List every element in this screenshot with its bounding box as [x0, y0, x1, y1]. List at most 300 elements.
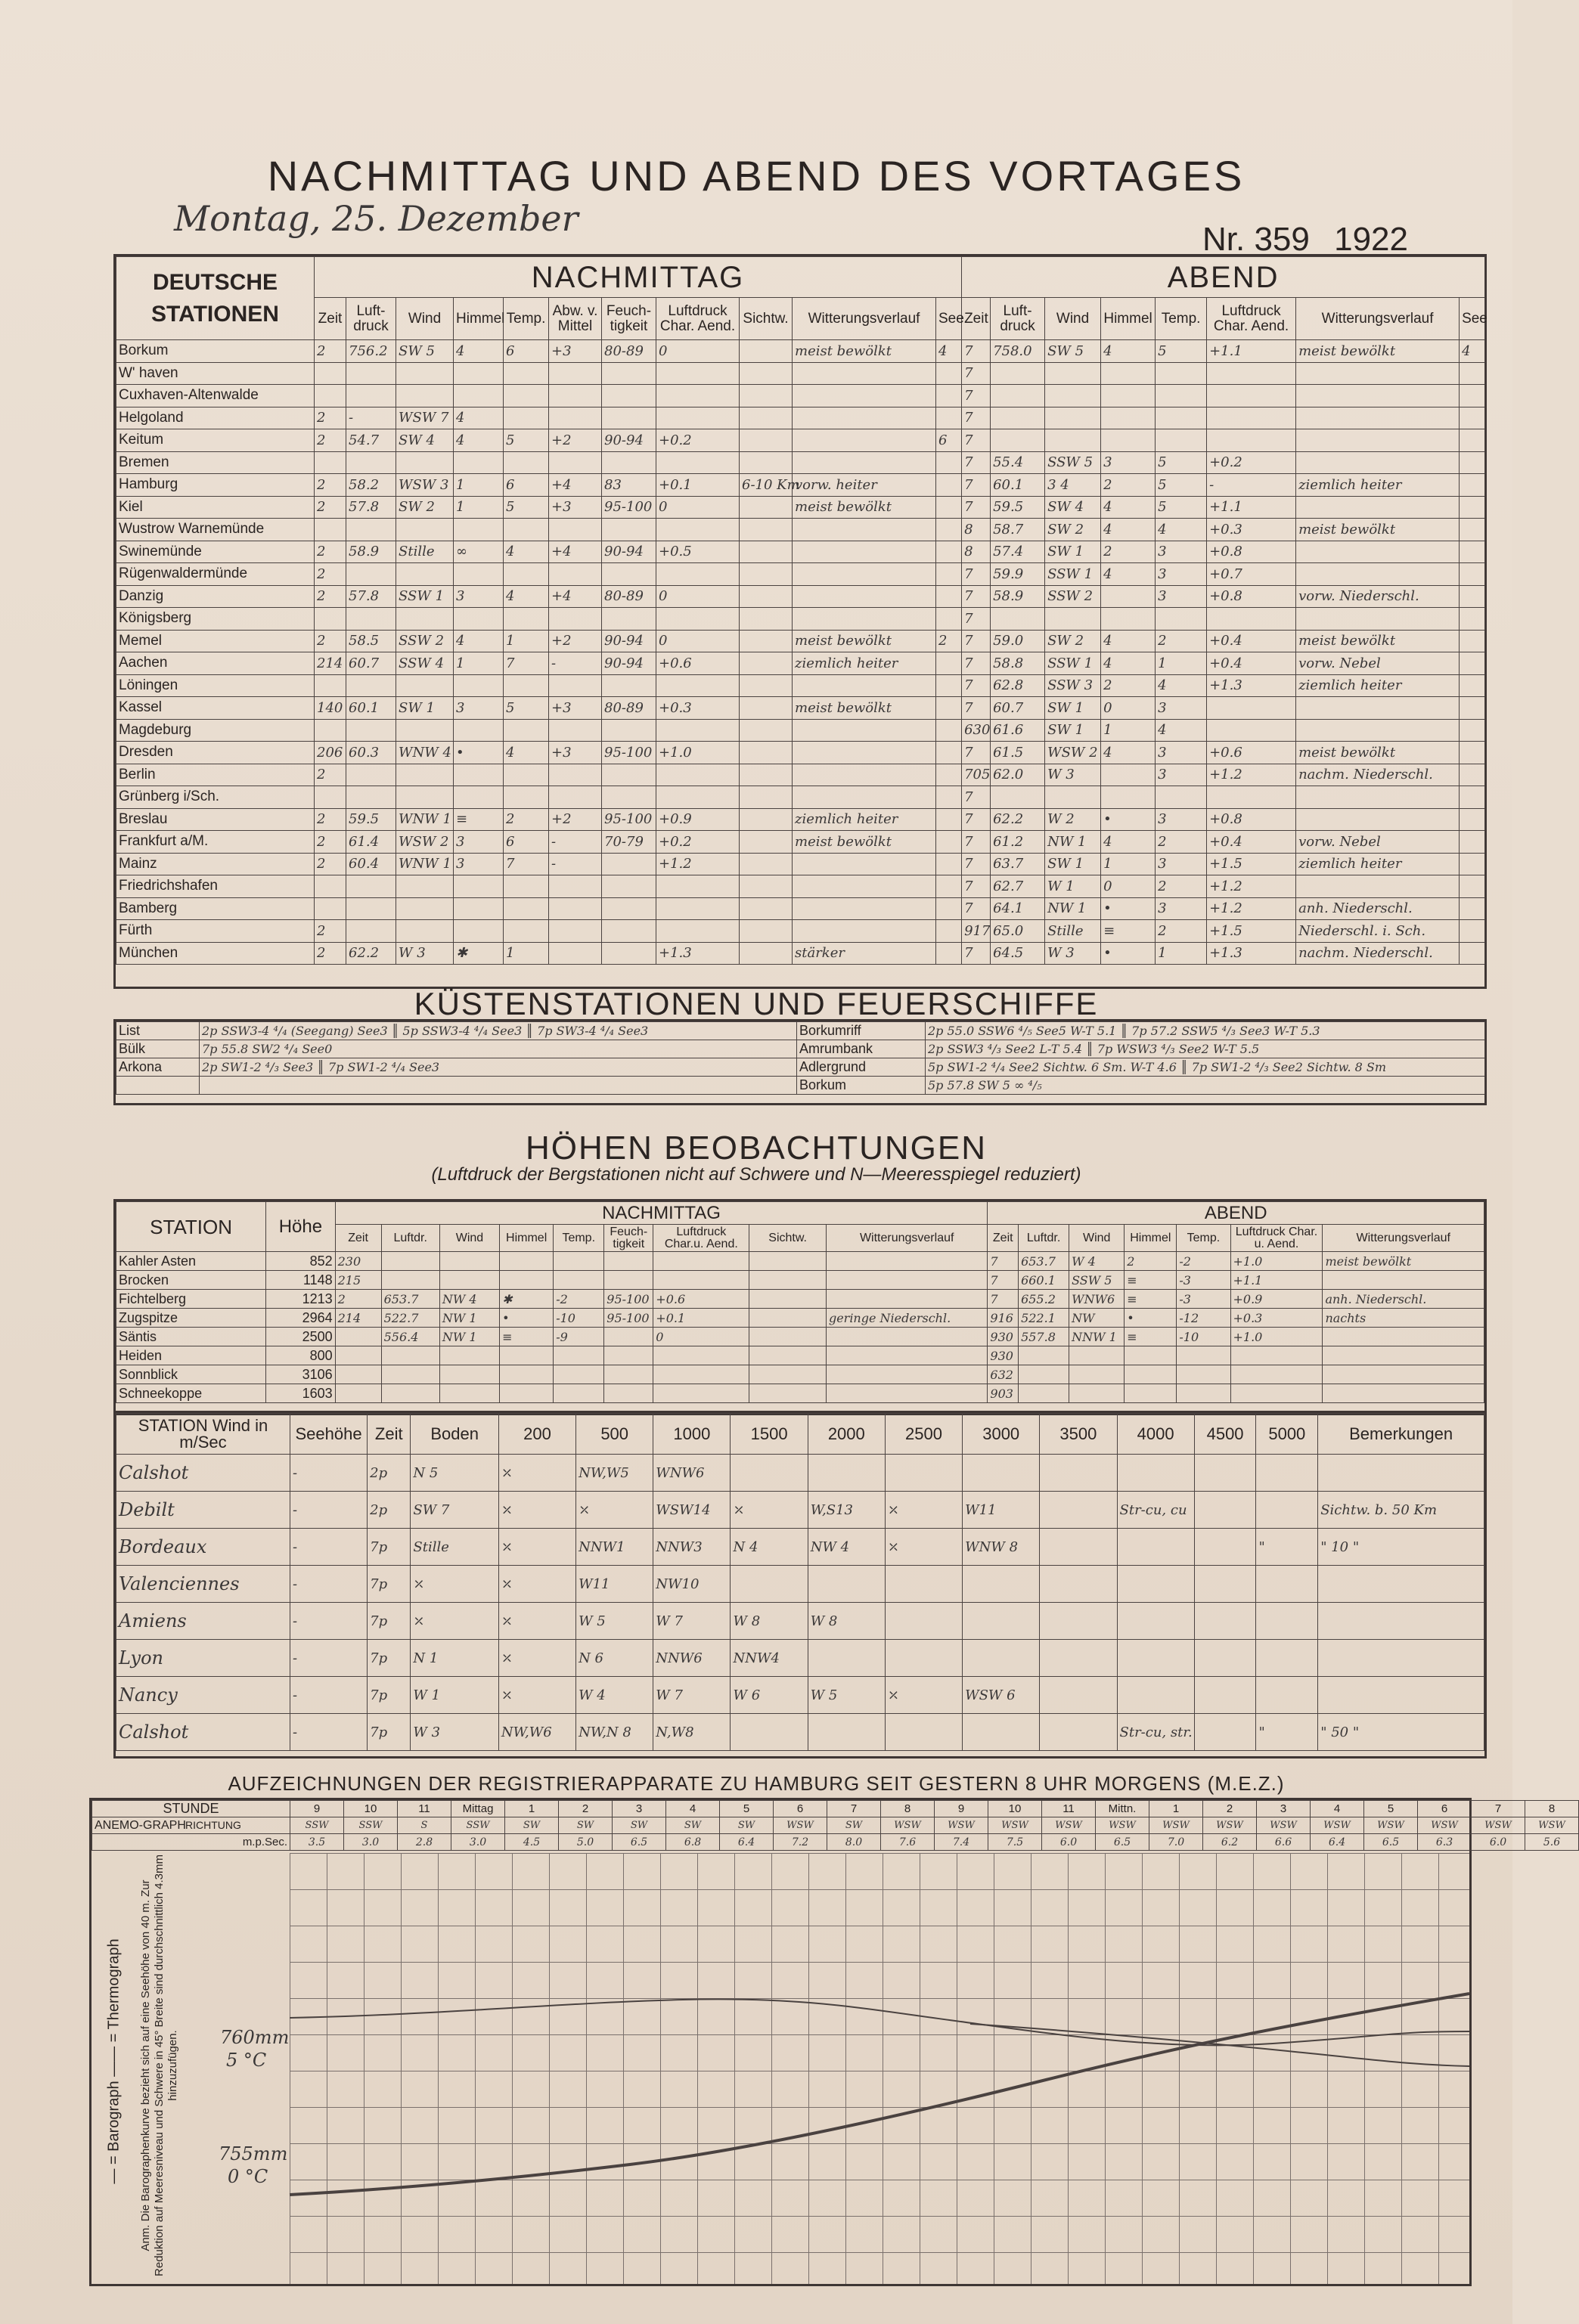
station-row	[116, 942, 1485, 965]
nachmittag-cell: +3	[549, 697, 602, 720]
speed-cell: 6.5	[1364, 1834, 1418, 1851]
winds-col-header: 1000	[653, 1414, 731, 1455]
nachmittag-cell	[740, 674, 793, 697]
abend-cell: meist bewölkt	[1296, 340, 1460, 363]
abend-cell: 7	[962, 362, 991, 385]
nachmittag-cell: meist bewölkt	[793, 831, 936, 854]
nachmittag-cell	[346, 519, 396, 541]
richtung-cell: WSW	[935, 1817, 988, 1834]
nachmittag-cell	[454, 563, 504, 586]
nachmittag-cell	[793, 385, 936, 407]
nachmittag-cell	[346, 920, 396, 943]
station-row	[116, 563, 1485, 586]
nachmittag-cell	[549, 764, 602, 786]
nachmittag-cell	[396, 519, 454, 541]
hoehen-n-cell: 556.4	[381, 1328, 439, 1346]
station-row	[116, 451, 1485, 474]
hour-cell: 1	[1149, 1801, 1203, 1817]
hour-cell: 2	[559, 1801, 613, 1817]
nachmittag-cell: meist bewölkt	[793, 630, 936, 652]
winds-cell	[731, 1566, 808, 1603]
anemograph-label	[92, 1817, 290, 1834]
richtung-cell: SSW	[451, 1817, 505, 1834]
abend-cell: 7	[962, 742, 991, 764]
abend-cell: •	[1101, 942, 1156, 965]
hoehen-a-cell	[1019, 1384, 1069, 1403]
abend-cell	[1101, 385, 1156, 407]
nachmittag-cell	[346, 764, 396, 786]
winds-cell: W 5	[576, 1603, 653, 1640]
abend-cell	[1296, 496, 1460, 519]
abend-cell: 7	[962, 608, 991, 631]
abend-cell: nachm. Niederschl.	[1296, 942, 1460, 965]
nachmittag-cell	[602, 942, 656, 965]
station-row	[116, 697, 1485, 720]
station-row	[116, 608, 1485, 631]
hour-cell: 9	[290, 1801, 344, 1817]
nachmittag-cell	[793, 786, 936, 809]
winds-cell: ⤫	[885, 1492, 962, 1529]
hoehen-n-cell: 95-100	[604, 1290, 653, 1309]
abend-cell: +0.7	[1207, 563, 1296, 586]
nachmittag-cell	[454, 362, 504, 385]
abend-cell: SW 4	[1045, 496, 1101, 519]
nachmittag-cell	[504, 786, 549, 809]
winds-cell: ⤫	[498, 1566, 575, 1603]
graph-legend-panel	[92, 1853, 290, 2284]
hoehen-row	[116, 1384, 1484, 1403]
abend-cell: 4	[1101, 519, 1156, 541]
nachmittag-cell: stärker	[793, 942, 936, 965]
nachmittag-cell	[396, 451, 454, 474]
hoehen-a-cell: 653.7	[1019, 1252, 1069, 1271]
nachmittag-cell	[656, 519, 740, 541]
winds-cell	[1318, 1603, 1484, 1640]
nachmittag-cell: W 3	[396, 942, 454, 965]
nachmittag-cell	[454, 764, 504, 786]
speed-label: m.p.Sec.	[242, 1836, 287, 1848]
winds-cell: Sichtw. b. 50 Km	[1318, 1492, 1484, 1529]
hoehen-n-cell	[439, 1384, 499, 1403]
nachmittag-cell	[602, 674, 656, 697]
hour-cell: 11	[1042, 1801, 1096, 1817]
abend-cell: 4	[1156, 719, 1207, 742]
abend-cell: 59.5	[991, 496, 1045, 519]
nachmittag-cell	[454, 674, 504, 697]
nachmittag-cell	[315, 519, 346, 541]
winds-col-header: Bemerkungen	[1318, 1414, 1484, 1455]
station-row	[116, 407, 1485, 429]
hoehen-a-cell	[1323, 1365, 1484, 1384]
abend-cell: 7	[962, 875, 991, 898]
nachmittag-cell: +0.9	[656, 808, 740, 831]
abend-cell	[1460, 608, 1485, 631]
winds-cell: ⤫	[498, 1603, 575, 1640]
hoehen-height: 1603	[266, 1384, 335, 1403]
abend-cell: 7	[962, 897, 991, 920]
nachmittag-cell	[346, 875, 396, 898]
abend-cell	[1296, 697, 1460, 720]
winds-cell: 2p	[368, 1455, 411, 1492]
nachmittag-cell: 58.5	[346, 630, 396, 652]
richtung-cell: SW	[613, 1817, 666, 1834]
abend-cell	[1156, 786, 1207, 809]
winds-row	[116, 1640, 1484, 1677]
hoehen-station-header: STATION	[116, 1202, 266, 1252]
nachmittag-cell	[454, 385, 504, 407]
nachmittag-cell	[602, 764, 656, 786]
hoehen-n-cell: ✱	[500, 1290, 554, 1309]
winds-cell	[1318, 1566, 1484, 1603]
hoehen-table	[116, 1201, 1484, 1403]
hoehen-n-cell	[604, 1346, 653, 1365]
speed-cell: 6.0	[1472, 1834, 1525, 1851]
speed-cell: 5.6	[1525, 1834, 1579, 1851]
nachmittag-cell: 1	[504, 942, 549, 965]
winds-cell: 7p	[368, 1603, 411, 1640]
hoehen-n-cell: 522.7	[381, 1309, 439, 1328]
station-row	[116, 385, 1485, 407]
winds-col-header: 200	[498, 1414, 575, 1455]
nachmittag-cell	[740, 340, 793, 363]
winds-cell: WNW6	[653, 1455, 731, 1492]
nachmittag-col-header: Luftdruck Char. Aend.	[656, 298, 740, 340]
abend-cell: +0.3	[1207, 519, 1296, 541]
hoehen-abend-header: ABEND	[988, 1202, 1484, 1225]
speed-cell: 6.6	[1257, 1834, 1311, 1851]
hoehen-n-cell	[826, 1271, 987, 1290]
winds-cell: 2p	[368, 1492, 411, 1529]
richtung-cell: WSW	[988, 1817, 1042, 1834]
hoehen-a-col-header: Luftdr.	[1019, 1225, 1069, 1252]
hoehen-n-cell	[500, 1252, 554, 1271]
winds-cell: W 5	[808, 1677, 885, 1714]
hoehen-a-cell	[1323, 1346, 1484, 1365]
abend-cell: 1	[1156, 652, 1207, 675]
nachmittag-cell	[936, 875, 962, 898]
hoehen-n-cell: 95-100	[604, 1309, 653, 1328]
abend-cell: 59.0	[991, 630, 1045, 652]
speed-cell: 4.5	[505, 1834, 559, 1851]
nachmittag-cell: 2	[504, 808, 549, 831]
coast-title: KÜSTENSTATIONEN UND FEUERSCHIFFE	[414, 986, 1099, 1021]
station-row	[116, 875, 1485, 898]
winds-cell	[1040, 1529, 1117, 1566]
winds-cell	[885, 1714, 962, 1751]
nachmittag-cell	[793, 585, 936, 608]
abend-cell	[1101, 786, 1156, 809]
nachmittag-cell: 3	[454, 697, 504, 720]
hoehen-n-cell: 2	[335, 1290, 381, 1309]
hour-cell: 7	[1472, 1801, 1525, 1817]
abend-cell: 7	[962, 831, 991, 854]
speed-cell: 7.2	[774, 1834, 827, 1851]
hoehen-a-cell: -12	[1177, 1309, 1230, 1328]
abend-cell: 62.8	[991, 674, 1045, 697]
hoehen-a-col-header: Luftdruck Char. u. Aend.	[1230, 1225, 1323, 1252]
abend-cell	[1101, 608, 1156, 631]
abend-cell: SW 1	[1045, 719, 1101, 742]
issue-year: 1922	[1334, 221, 1408, 258]
abend-cell: 7	[962, 786, 991, 809]
winds-station-name: Lyon	[116, 1640, 290, 1677]
abend-cell	[1156, 608, 1207, 631]
hoehen-height: 1213	[266, 1290, 335, 1309]
coast-right-name: Borkum	[797, 1077, 926, 1095]
winds-cell: -	[290, 1714, 367, 1751]
abend-cell	[1296, 608, 1460, 631]
abend-cell: Niederschl. i. Sch.	[1296, 920, 1460, 943]
anemograph-title: ANEMO-GRAPH	[95, 1818, 186, 1832]
abend-cell	[1156, 385, 1207, 407]
station-name: Friedrichshafen	[116, 875, 315, 898]
nachmittag-cell	[936, 563, 962, 586]
abend-cell	[1207, 786, 1296, 809]
nachmittag-cell	[793, 897, 936, 920]
nachmittag-cell: meist bewölkt	[793, 496, 936, 519]
issue-number: Nr. 359	[1202, 221, 1310, 258]
hoehen-a-cell	[1177, 1365, 1230, 1384]
abend-cell	[1045, 429, 1101, 452]
nachmittag-cell	[740, 831, 793, 854]
winds-col-header: Boden	[411, 1414, 499, 1455]
winds-cell: W 7	[653, 1677, 731, 1714]
nachmittag-cell: -	[549, 831, 602, 854]
abend-cell: 917	[962, 920, 991, 943]
richtung-cell: SW	[666, 1817, 720, 1834]
hoehen-n-cell	[653, 1271, 749, 1290]
abend-cell	[1045, 608, 1101, 631]
nachmittag-cell: 80-89	[602, 585, 656, 608]
hoehen-a-cell: WNW6	[1069, 1290, 1125, 1309]
hoehen-a-cell: 660.1	[1019, 1271, 1069, 1290]
hoehen-row	[116, 1309, 1484, 1328]
nachmittag-cell	[315, 362, 346, 385]
hoehen-n-cell	[826, 1365, 987, 1384]
nachmittag-cell	[602, 385, 656, 407]
hoehen-n-cell: NW 1	[439, 1309, 499, 1328]
nachmittag-cell	[396, 897, 454, 920]
nachmittag-cell	[504, 519, 549, 541]
station-name: Grünberg i/Sch.	[116, 786, 315, 809]
winds-station-name: Bordeaux	[116, 1529, 290, 1566]
abend-cell: ziemlich heiter	[1296, 674, 1460, 697]
nachmittag-cell	[740, 719, 793, 742]
abend-col-header: Zeit	[962, 298, 991, 340]
station-row	[116, 831, 1485, 854]
nachmittag-cell	[346, 786, 396, 809]
nachmittag-cell	[346, 608, 396, 631]
hoehen-a-cell: NNW 1	[1069, 1328, 1125, 1346]
winds-col-header: 1500	[731, 1414, 808, 1455]
abend-cell	[1296, 563, 1460, 586]
station-name: Swinemünde	[116, 541, 315, 563]
nachmittag-cell	[740, 519, 793, 541]
nachmittag-cell	[315, 875, 346, 898]
hoehen-n-cell	[604, 1252, 653, 1271]
nachmittag-cell: 60.4	[346, 853, 396, 875]
richtung-cell: WSW	[881, 1817, 935, 1834]
station-name: Magdeburg	[116, 719, 315, 742]
hoehen-a-cell: 557.8	[1019, 1328, 1069, 1346]
abend-cell	[1296, 451, 1460, 474]
nachmittag-cell	[656, 719, 740, 742]
hoehen-a-cell	[1230, 1365, 1323, 1384]
nachmittag-cell	[793, 362, 936, 385]
abend-cell: +1.1	[1207, 340, 1296, 363]
hoehen-a-col-header: Witterungsverlauf	[1323, 1225, 1484, 1252]
abend-col-header: Luftdruck Char. Aend.	[1207, 298, 1296, 340]
winds-cell: NW,N 8	[576, 1714, 653, 1751]
station-row	[116, 897, 1485, 920]
nachmittag-cell	[602, 608, 656, 631]
winds-col-header: 4500	[1194, 1414, 1256, 1455]
hoehen-a-cell: W 4	[1069, 1252, 1125, 1271]
nachmittag-cell	[793, 451, 936, 474]
nachmittag-cell: 95-100	[602, 742, 656, 764]
nachmittag-cell: 4	[454, 429, 504, 452]
winds-cell: " 50 "	[1318, 1714, 1484, 1751]
abend-cell	[1156, 362, 1207, 385]
hoehen-n-cell	[554, 1346, 604, 1365]
abend-cell: 4	[1101, 630, 1156, 652]
winds-cell: 7p	[368, 1714, 411, 1751]
winds-cell	[808, 1455, 885, 1492]
nachmittag-cell: 2	[315, 474, 346, 497]
winds-col-header: Seehöhe	[290, 1414, 367, 1455]
nachmittag-cell	[740, 742, 793, 764]
hoehen-a-cell	[1069, 1384, 1125, 1403]
graph-curves	[290, 1853, 1469, 2284]
nachmittag-cell	[504, 764, 549, 786]
nachmittag-cell: 0	[656, 585, 740, 608]
abend-cell: +1.2	[1207, 764, 1296, 786]
winds-station-name: Debilt	[116, 1492, 290, 1529]
abend-cell	[1156, 429, 1207, 452]
abend-cell	[1296, 719, 1460, 742]
abend-cell	[1460, 407, 1485, 429]
nachmittag-cell	[936, 897, 962, 920]
nachmittag-cell: SW 2	[396, 496, 454, 519]
station-name: Keitum	[116, 429, 315, 452]
nachmittag-cell	[504, 719, 549, 742]
winds-cell	[1117, 1455, 1194, 1492]
speed-cell: 3.0	[344, 1834, 398, 1851]
abend-cell	[1460, 362, 1485, 385]
nachmittag-cell	[315, 897, 346, 920]
nachmittag-cell: 54.7	[346, 429, 396, 452]
nachmittag-cell: +2	[549, 429, 602, 452]
winds-cell	[1318, 1640, 1484, 1677]
nachmittag-cell: SW 1	[396, 697, 454, 720]
winds-cell	[963, 1714, 1040, 1751]
nachmittag-cell	[315, 719, 346, 742]
hoehen-height: 852	[266, 1252, 335, 1271]
winds-cell: W 6	[731, 1677, 808, 1714]
hoehen-row	[116, 1290, 1484, 1309]
abend-cell: vorw. Niederschl.	[1296, 585, 1460, 608]
abend-cell: +0.8	[1207, 585, 1296, 608]
nachmittag-cell: 4	[936, 340, 962, 363]
station-row	[116, 764, 1485, 786]
richtung-cell: SW	[505, 1817, 559, 1834]
hoehen-a-cell: +0.9	[1230, 1290, 1323, 1309]
nachmittag-cell	[396, 385, 454, 407]
abend-cell	[1460, 853, 1485, 875]
hoehen-a-cell: -3	[1177, 1271, 1230, 1290]
speed-cell: 6.5	[613, 1834, 666, 1851]
winds-cell	[1040, 1677, 1117, 1714]
station-row	[116, 340, 1485, 363]
abend-cell	[1101, 407, 1156, 429]
winds-cell	[1117, 1677, 1194, 1714]
station-row	[116, 630, 1485, 652]
station-name: Wustrow Warnemünde	[116, 519, 315, 541]
nachmittag-cell	[936, 451, 962, 474]
nachmittag-cell	[315, 786, 346, 809]
nachmittag-cell	[740, 585, 793, 608]
hoehen-row	[116, 1365, 1484, 1384]
abend-cell: +1.5	[1207, 920, 1296, 943]
abend-cell: 4	[1101, 652, 1156, 675]
hoehen-a-cell	[1230, 1384, 1323, 1403]
winds-cell	[731, 1455, 808, 1492]
speed-cell: 3.0	[451, 1834, 505, 1851]
nachmittag-cell: SSW 2	[396, 630, 454, 652]
station-header: DEUTSCHE STATIONEN	[116, 257, 315, 340]
abend-cell: 61.2	[991, 831, 1045, 854]
hoehen-a-cell	[1019, 1365, 1069, 1384]
winds-cell: NNW3	[653, 1529, 731, 1566]
abend-cell: 3 4	[1045, 474, 1101, 497]
registrier-title: AUFZEICHNUNGEN DER REGISTRIERAPPARATE ZU HAMBURG SEIT GESTERN 8 UHR MORGENS (M.E.Z.)	[228, 1772, 1285, 1795]
winds-cell: N,W8	[653, 1714, 731, 1751]
abend-cell: W 3	[1045, 942, 1101, 965]
hoehen-station-name: Heiden	[116, 1346, 266, 1365]
hoehen-a-cell: -3	[1177, 1290, 1230, 1309]
nachmittag-cell: 2	[315, 920, 346, 943]
winds-cell: NW 4	[808, 1529, 885, 1566]
station-name: Dresden	[116, 742, 315, 764]
winds-cell	[1256, 1677, 1318, 1714]
hoehen-n-cell	[500, 1365, 554, 1384]
abend-cell: 3	[1156, 853, 1207, 875]
nachmittag-header: NACHMITTAG	[315, 257, 962, 298]
nachmittag-cell	[602, 563, 656, 586]
abend-cell: meist bewölkt	[1296, 742, 1460, 764]
winds-cell: WNW 8	[963, 1529, 1040, 1566]
nachmittag-cell	[740, 429, 793, 452]
winds-cell: ⤫	[498, 1677, 575, 1714]
abend-cell: •	[1101, 808, 1156, 831]
nachmittag-cell: 2	[315, 563, 346, 586]
nachmittag-cell: -	[549, 853, 602, 875]
hoehen-n-cell	[826, 1328, 987, 1346]
nachmittag-cell	[656, 920, 740, 943]
abend-cell: SW 2	[1045, 519, 1101, 541]
winds-cell	[1194, 1492, 1256, 1529]
hoehen-height: 800	[266, 1346, 335, 1365]
winds-cell	[963, 1603, 1040, 1640]
hoehen-n-cell	[439, 1252, 499, 1271]
abend-cell: 65.0	[991, 920, 1045, 943]
abend-cell: +1.3	[1207, 942, 1296, 965]
nachmittag-cell	[396, 563, 454, 586]
hour-cell: 4	[1311, 1801, 1364, 1817]
nachmittag-cell	[740, 630, 793, 652]
nachmittag-cell	[936, 831, 962, 854]
abend-cell: 7	[962, 697, 991, 720]
